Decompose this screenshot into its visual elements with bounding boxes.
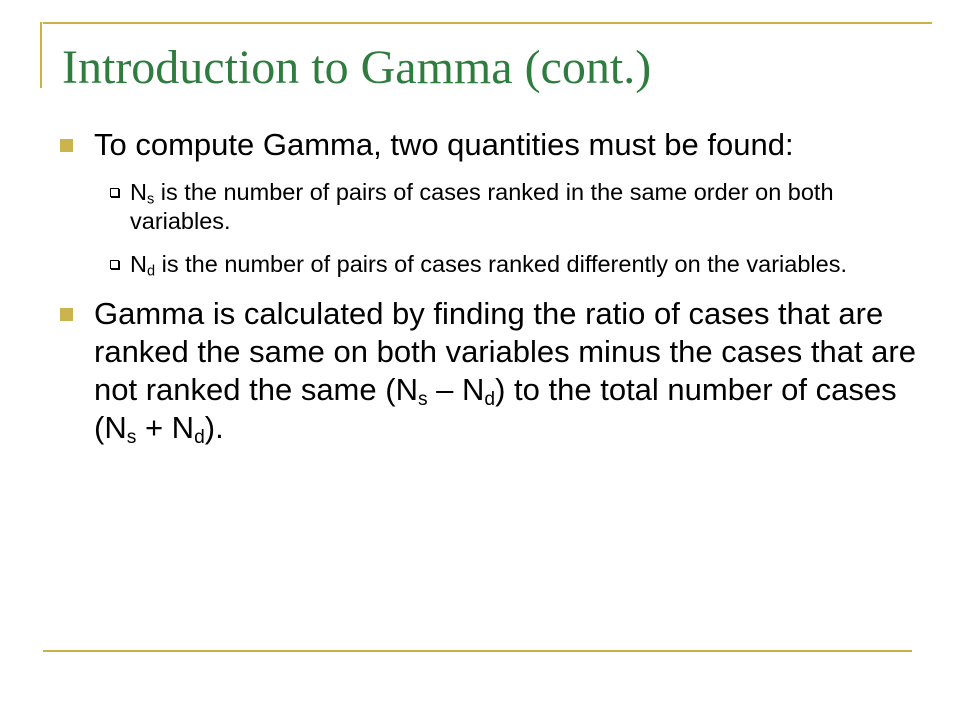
square-bullet-icon: [60, 139, 73, 152]
subscript-d: d: [146, 263, 156, 280]
symbol-n: N: [130, 251, 147, 277]
square-bullet-icon: [60, 308, 73, 321]
symbol-n: N: [171, 410, 195, 445]
sub-bullet-text: is the number of pairs of cases ranked in the same order on both variables.: [130, 179, 834, 234]
symbol-n: N: [130, 179, 147, 205]
slide-title: Introduction to Gamma (cont.): [62, 41, 652, 94]
symbol-n: N: [395, 372, 418, 407]
subscript-d: d: [194, 426, 205, 448]
top-rule: [43, 22, 932, 24]
hollow-square-bullet-icon: [110, 188, 119, 197]
symbol-n: N: [462, 372, 485, 407]
sub-bullet-text: is the number of pairs of cases ranked differently on the variables.: [155, 251, 847, 277]
text-part-3: ).: [204, 410, 224, 445]
minus-sign: –: [427, 372, 463, 407]
sub-bullet-nd: [60, 250, 920, 279]
subscript-s: s: [126, 426, 137, 448]
subscript-s: s: [417, 388, 428, 410]
text-part-2: ) to the total number of cases (: [94, 372, 897, 445]
symbol-n: N: [104, 410, 127, 445]
text-part-1: Gamma is calculated by finding the ratio of cases that are ranked the same on both variables minus the cases that are not ranked the same (: [94, 296, 916, 407]
bullet-compute-gamma: [60, 126, 920, 164]
hollow-square-bullet-icon: [110, 260, 119, 269]
sub-bullet-ns: [60, 178, 920, 236]
bullet-gamma-calculation: [60, 295, 920, 447]
bottom-rule: [43, 650, 912, 652]
slide-content: [60, 126, 920, 447]
plus-sign: +: [136, 410, 172, 445]
subscript-s: s: [146, 191, 155, 208]
bullet-text: To compute Gamma, two quantities must be found:: [94, 127, 794, 162]
left-rule: [40, 22, 42, 88]
subscript-d: d: [484, 388, 496, 410]
